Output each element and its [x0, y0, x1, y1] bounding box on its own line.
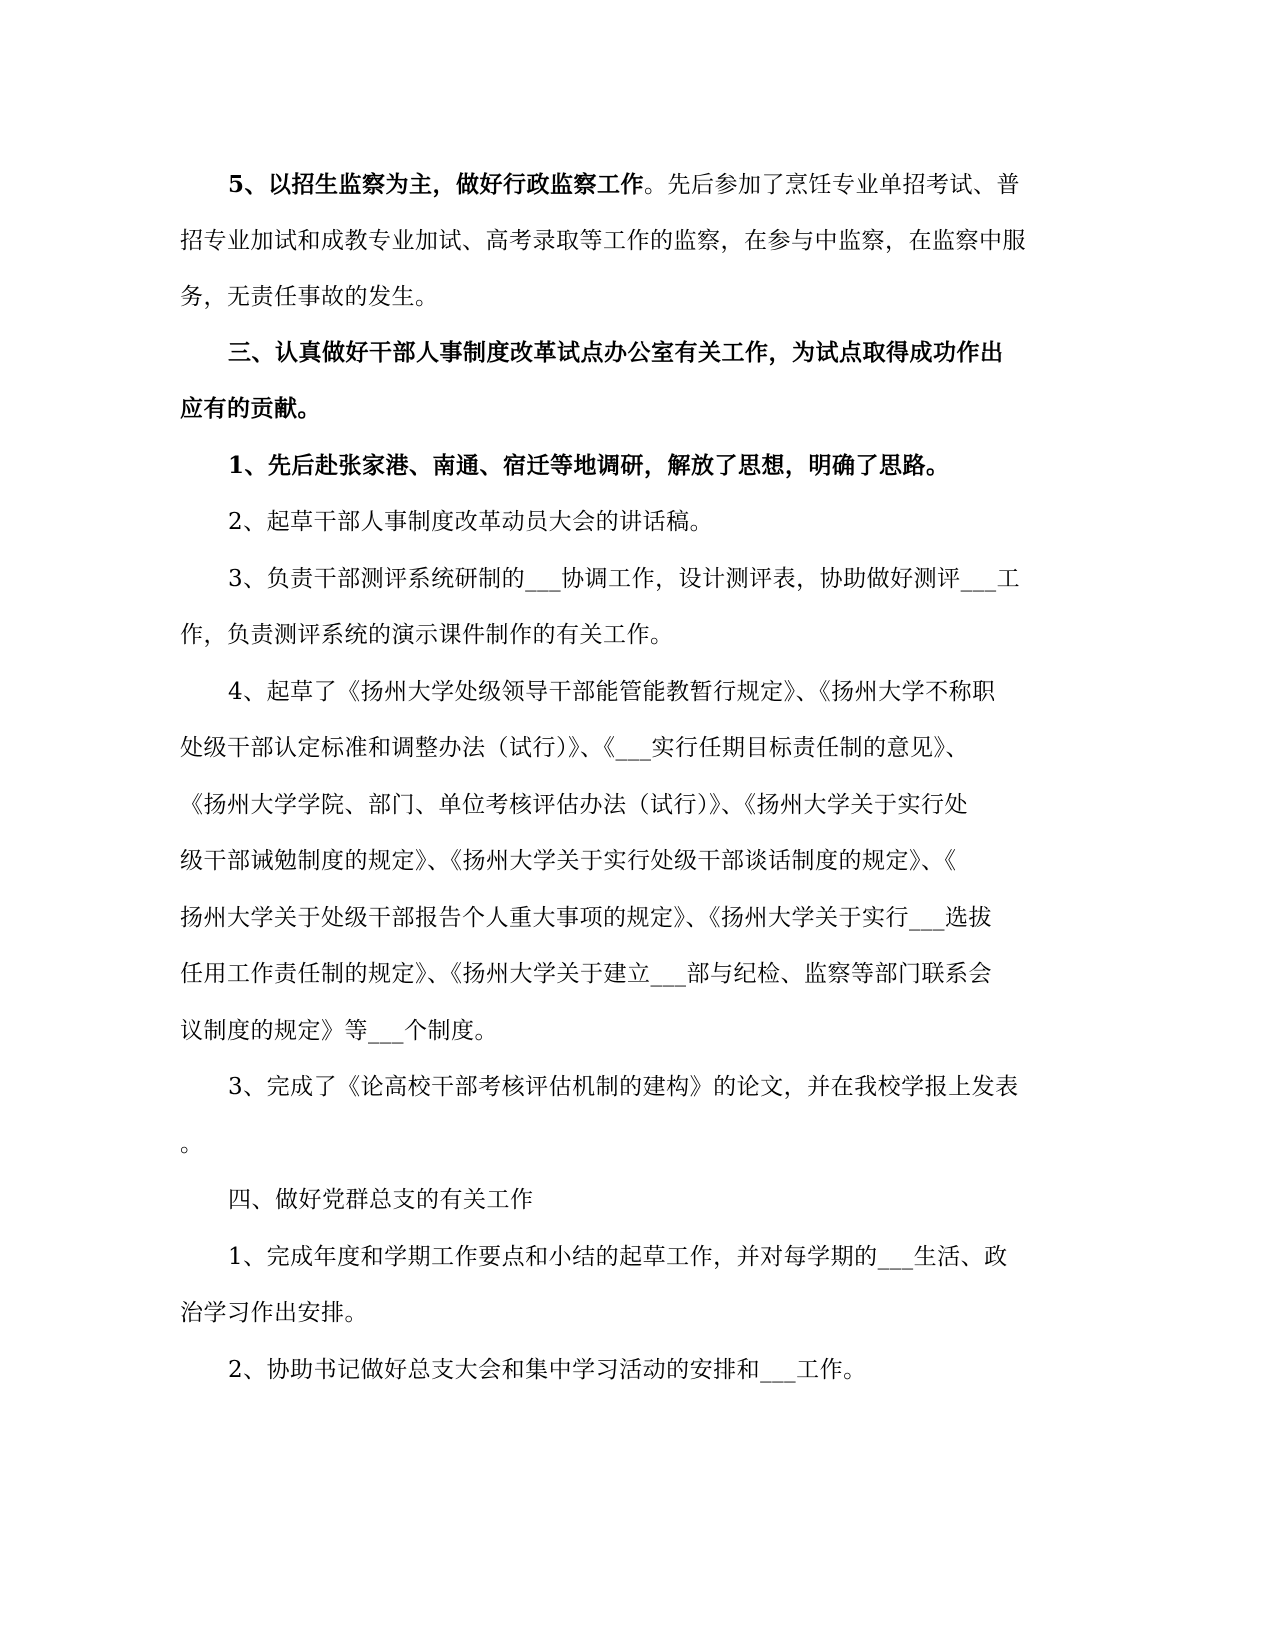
- item-4-regulations-line-4: 级干部诫勉制度的规定》、《扬州大学关于实行处级干部谈话制度的规定》、《: [180, 848, 957, 874]
- item-1-plans-line-1: 1、完成年度和学期工作要点和小结的起草工作，并对每学期的___生活、政: [228, 1244, 1008, 1270]
- paragraph-1-text: 。先后参加了烹饪专业单招考试、普: [644, 172, 1021, 198]
- item-4-regulations-line-1: 4、起草了《扬州大学处级领导干部能管能教暂行规定》、《扬州大学不称职: [228, 679, 996, 705]
- paragraph-1-line-1: [228, 170, 1020, 200]
- paragraph-1-line-2: [180, 226, 1026, 256]
- item-4-regulations-line-5: 扬州大学关于处级干部报告个人重大事项的规定》、《扬州大学关于实行___选拔: [180, 905, 992, 931]
- section-4-heading: 四、做好党群总支的有关工作: [228, 1187, 534, 1213]
- item-4-regulations-line-6: 任用工作责任制的规定》、《扬州大学关于建立___部与纪检、监察等部门联系会: [180, 961, 992, 987]
- paragraph-1-heading: 5、以招生监察为主，做好行政监察工作: [228, 171, 645, 198]
- item-1-research: 1、先后赴张家港、南通、宿迁等地调研，解放了思想，明确了思路。: [228, 452, 950, 479]
- item-1-plans-line-2: 治学习作出安排。: [180, 1300, 368, 1326]
- item-3-paper-line-1: 3、完成了《论高校干部考核评估机制的建构》的论文，并在我校学报上发表: [228, 1074, 1019, 1100]
- item-2-assist-secretary: 2、协助书记做好总支大会和集中学习活动的安排和___工作。: [228, 1357, 867, 1383]
- paragraph-1-text: 招专业加试和成教专业加试、高考录取等工作的监察，在参与中监察，在监察中服: [180, 228, 1026, 254]
- item-3-evaluation-line-1: 3、负责干部测评系统研制的___协调工作，设计测评表，协助做好测评___工: [228, 566, 1021, 592]
- paragraph-1-line-3: [180, 282, 439, 312]
- section-3-heading-line-2: 应有的贡献。: [180, 395, 321, 422]
- item-2-draft-speech: 2、起草干部人事制度改革动员大会的讲话稿。: [228, 509, 714, 535]
- item-3-evaluation-line-2: 作，负责测评系统的演示课件制作的有关工作。: [180, 622, 674, 648]
- item-4-regulations-line-7: 议制度的规定》等___个制度。: [180, 1018, 498, 1044]
- paragraph-1-text: 务，无责任事故的发生。: [180, 284, 439, 310]
- item-3-paper-line-2: 。: [180, 1131, 204, 1157]
- item-4-regulations-line-3: 《扬州大学学院、部门、单位考核评估办法（试行）》、《扬州大学关于实行处: [180, 792, 968, 818]
- item-4-regulations-line-2: 处级干部认定标准和调整办法（试行）》、《___实行任期目标责任制的意见》、: [180, 735, 969, 761]
- section-3-heading-line-1: 三、认真做好干部人事制度改革试点办公室有关工作，为试点取得成功作出: [228, 339, 1004, 366]
